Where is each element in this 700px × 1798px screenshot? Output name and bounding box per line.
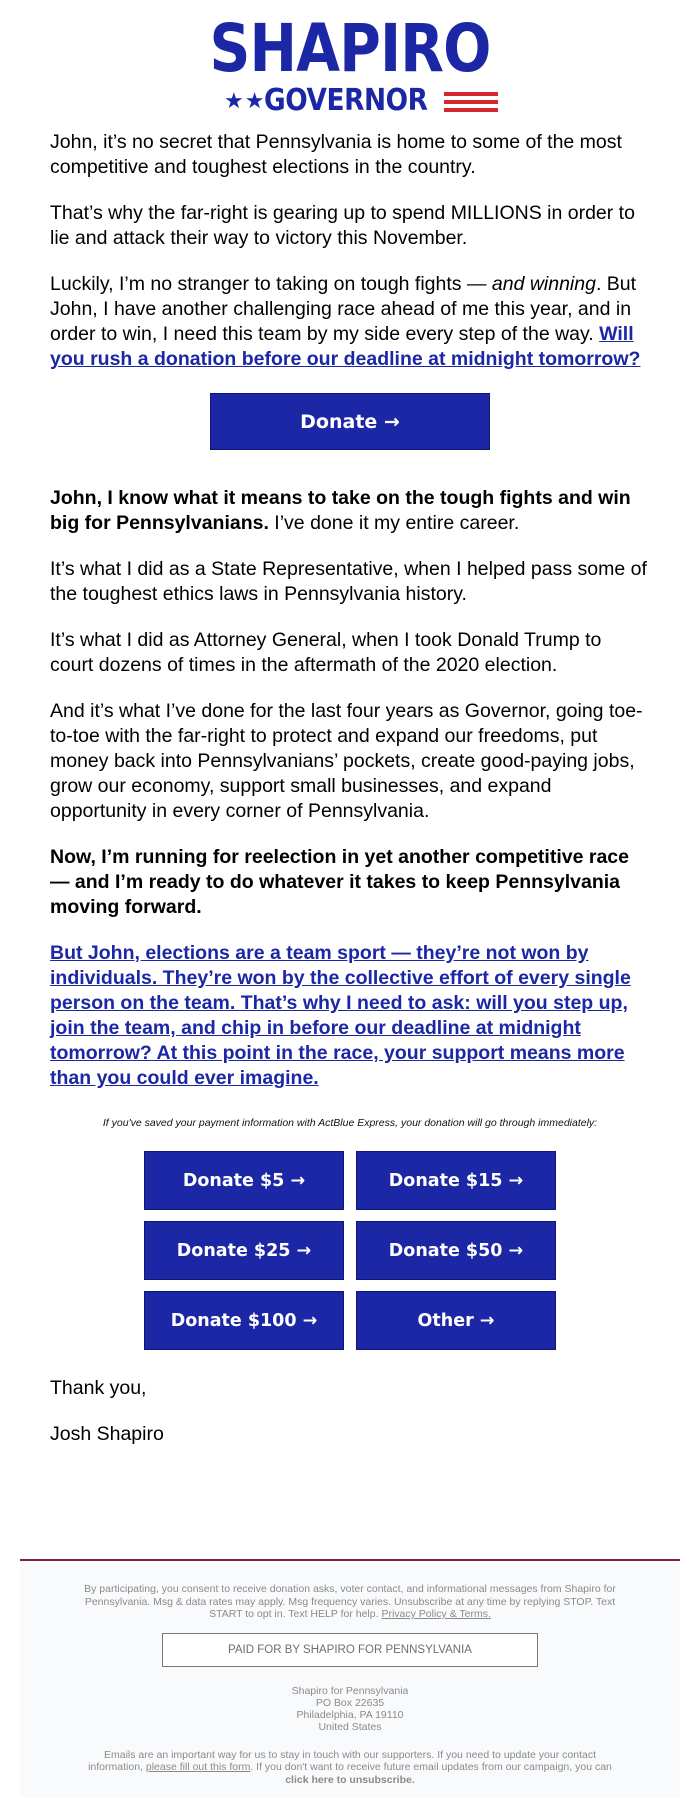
flag-stripes-icon [444,92,498,116]
donate-button[interactable]: Donate → [210,393,490,450]
paragraph-2: That’s why the far-right is gearing up to spend MILLIONS in order to lie and attack their way to victory this November. [50,202,635,249]
signature-name: Josh Shapiro [50,1423,164,1445]
logo-wordmark-bottom: GOVERNOR [264,83,428,118]
donation-amount-grid [144,1151,556,1350]
stars-icon: ★★ [224,88,266,113]
rush-donation-link[interactable]: Will you rush a donation before our deadline at midnight tomorrow? [50,323,641,370]
paragraph-3 [50,272,650,372]
and-winning-italic: and winning [491,273,596,295]
footer-legal [76,1583,624,1621]
paragraph-3-text-a: Luckily, I’m no stranger to taking on tough fights — [50,273,492,295]
mailing-address [20,1685,680,1733]
paragraph-5: It’s what I did as a State Representative, when I helped pass some of the toughest ethics laws in Pennsylvania history. [50,558,647,605]
address-line-3: Philadelphia, PA 19110 [296,1708,404,1721]
paragraph-1: John, it’s no secret that Pennsylvania is home to some of the most competitive and toughest elections in the country. [50,131,622,178]
donate-15-button[interactable]: Donate $15 → [356,1151,556,1210]
thank-you-text: Thank you, [50,1377,147,1399]
paragraph-6: It’s what I did as Attorney General, when I took Donald Trump to court dozens of times in the aftermath of the 2020 election. [50,629,602,676]
paragraph-7: And it’s what I’ve done for the last four years as Governor, going toe-to-toe with the far-right to protect and expand our freedoms, put money back into Pennsylvanians’ pockets, create good-paying jobs, grow our economy, support small businesses, and expand opportunity in every corner of Pennsylvania. [50,700,643,822]
email-preferences [80,1749,620,1787]
team-sport-link[interactable]: But John, elections are a team sport — they’re not won by individuals. They’re won by the collective effort of every single person on the team. That’s why I need to ask: will you step up, join the team, and chip in before our deadline at midnight tomorrow? At this point in the race, your support means more than you could ever imagine. [50,942,631,1089]
paragraph-8: Now, I’m running for reelection in yet another competitive race — and I’m ready to do whatever it takes to keep Pennsylvania moving forward. [50,846,629,918]
donate-5-button[interactable]: Donate $5 → [144,1151,344,1210]
unsubscribe-link[interactable]: click here to unsubscribe. [285,1773,415,1786]
privacy-policy-link[interactable]: Privacy Policy & Terms. [381,1608,491,1620]
paragraph-4-bold: John, I know what it means to take on the tough fights and win big for Pennsylvanians. [50,487,631,534]
signoff [0,1376,700,1447]
actblue-express-note: If you've saved your payment information with ActBlue Express, your donation will go through immediately: [102,1117,598,1129]
donate-25-button[interactable]: Donate $25 → [144,1221,344,1280]
paragraph-3-text-b: . But John, I have another challenging race ahead of me this year, and in order to win, I need this team by my side every step of the way. [50,273,637,345]
donate-50-button[interactable]: Donate $50 → [356,1221,556,1280]
paragraph-4 [50,486,650,536]
emails-text-a: Emails are an important way for us to stay in touch with our supporters. If you need to update your contact information, [88,1748,596,1773]
donate-other-button[interactable]: Other → [356,1291,556,1350]
logo-wordmark-top: SHAPIRO [209,10,491,87]
paragraph-9 [50,941,650,1091]
update-info-form-link[interactable]: please fill out this form [145,1761,251,1773]
legal-text: By participating, you consent to receive donation asks, voter contact, and informational messages from Shapiro for Pennsylvania. Msg & data rates may apply. Msg frequency varies. Unsubscribe at any time by replying STOP. Text START to opt in. Text HELP for help. [84,1583,616,1620]
address-line-1: Shapiro for Pennsylvania [291,1684,409,1697]
footer [20,1561,680,1798]
paragraph-4-rest: I’ve done it my entire career. [268,512,520,534]
email-body [0,130,700,1091]
emails-text-b: . If you don't want to receive future email updates from our campaign, you can [250,1761,612,1773]
logo-bottom-row [222,83,482,120]
address-line-4: United States [318,1720,382,1733]
address-line-2: PO Box 22635 [315,1696,385,1709]
donate-100-button[interactable]: Donate $100 → [144,1291,344,1350]
shapiro-governor-logo [0,0,700,130]
paid-for-box: PAID FOR BY SHAPIRO FOR PENNSYLVANIA [162,1633,538,1667]
